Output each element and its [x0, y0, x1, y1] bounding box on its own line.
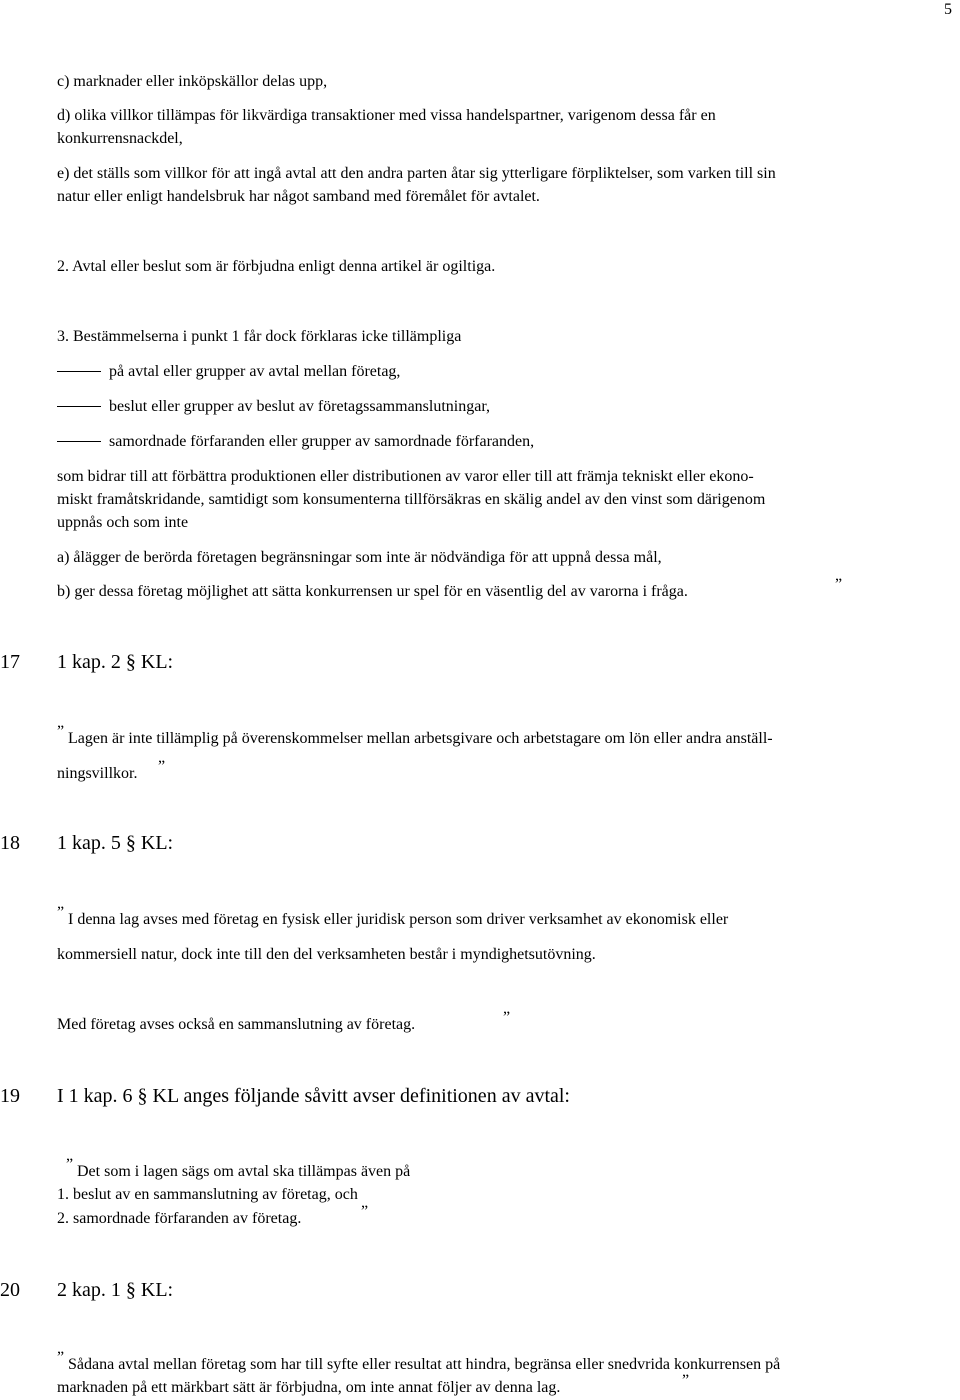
dash-marker	[57, 371, 101, 372]
footnote-number: 20	[0, 1279, 20, 1301]
list-item-c: c) marknader eller inköpskällor delas upp,	[57, 73, 328, 90]
paragraph-point-3: 3. Bestämmelserna i punkt 1 får dock förklaras icke tillämpliga	[57, 328, 462, 345]
closing-quote: ”	[361, 1203, 369, 1220]
footnote-heading: 1 kap. 2 § KL:	[57, 651, 174, 673]
footnote-text: ningsvillkor.	[57, 765, 138, 782]
list-item-d: d) olika villkor tillämpas för likvärdiga transaktioner med vissa handelspartner, varigenom dessa får en	[57, 107, 716, 124]
footnote-number: 18	[0, 832, 20, 854]
opening-quote: ”	[57, 904, 65, 921]
dash-item: beslut eller grupper av beslut av företagssammanslutningar,	[109, 398, 491, 415]
footnote-heading: 2 kap. 1 § KL:	[57, 1279, 174, 1301]
footnote-number: 17	[0, 651, 20, 673]
footnote-text: Lagen är inte tillämplig på överenskommelser mellan arbetsgivare och arbetstagare om lön eller andra anställ-	[68, 730, 773, 747]
sub-item-b: b) ger dessa företag möjlighet att sätta konkurrensen ur spel för en väsentlig del av varorna i fråga.	[57, 583, 688, 600]
footnote-heading: 1 kap. 5 § KL:	[57, 832, 174, 854]
sub-item-a: a) ålägger de berörda företagen begränsningar som inte är nödvändiga för att uppnå dessa mål,	[57, 549, 662, 566]
footnote-text: kommersiell natur, dock inte till den del verksamheten består i myndighetsutövning.	[57, 946, 596, 963]
dash-marker	[57, 441, 101, 442]
footnote-text: 2. samordnade förfaranden av företag.	[57, 1210, 302, 1227]
conditions-line: som bidrar till att förbättra produktionen eller distributionen av varor eller till att främja tekniskt eller ekono-	[57, 468, 754, 485]
dash-item: på avtal eller grupper av avtal mellan företag,	[109, 363, 401, 380]
footnote-text: Med företag avses också en sammanslutning av företag.	[57, 1016, 416, 1033]
conditions-line: uppnås och som inte	[57, 514, 189, 531]
page-number: 5	[944, 1, 952, 18]
conditions-line: miskt framåtskridande, samtidigt som konsumenterna tillförsäkras en skälig andel av den vinst som därigenom	[57, 491, 766, 508]
paragraph-point-2: 2. Avtal eller beslut som är förbjudna enligt denna artikel är ogiltiga.	[57, 258, 496, 275]
footnote-text: 1. beslut av en sammanslutning av företag, och	[57, 1186, 358, 1203]
closing-quote: ”	[835, 576, 843, 593]
footnote-text: Sådana avtal mellan företag som har till syfte eller resultat att hindra, begränsa eller snedvrida konkurrensen på	[68, 1356, 781, 1373]
closing-quote: ”	[158, 758, 166, 775]
list-item-e-cont: natur eller enligt handelsbruk har något samband med föremålet för avtalet.	[57, 188, 540, 205]
footnote-text: Det som i lagen sägs om avtal ska tillämpas även på	[77, 1163, 411, 1180]
closing-quote: ”	[682, 1372, 690, 1389]
footnote-number: 19	[0, 1085, 20, 1107]
footnote-text: I denna lag avses med företag en fysisk eller juridisk person som driver verksamhet av ekonomisk eller	[68, 911, 729, 928]
opening-quote: ”	[57, 1349, 65, 1366]
closing-quote: ”	[503, 1009, 511, 1026]
footnote-heading: I 1 kap. 6 § KL anges följande såvitt avser definitionen av avtal:	[57, 1085, 570, 1107]
footnote-text: marknaden på ett märkbart sätt är förbjudna, om inte annat följer av denna lag.	[57, 1379, 561, 1396]
list-item-d-cont: konkurrensnackdel,	[57, 130, 183, 147]
opening-quote: ”	[66, 1156, 74, 1173]
dash-item: samordnade förfaranden eller grupper av samordnade förfaranden,	[109, 433, 535, 450]
dash-marker	[57, 406, 101, 407]
opening-quote: ”	[57, 723, 65, 740]
list-item-e: e) det ställs som villkor för att ingå avtal att den andra parten åtar sig ytterligare förpliktelser, som varken till sin	[57, 165, 776, 182]
